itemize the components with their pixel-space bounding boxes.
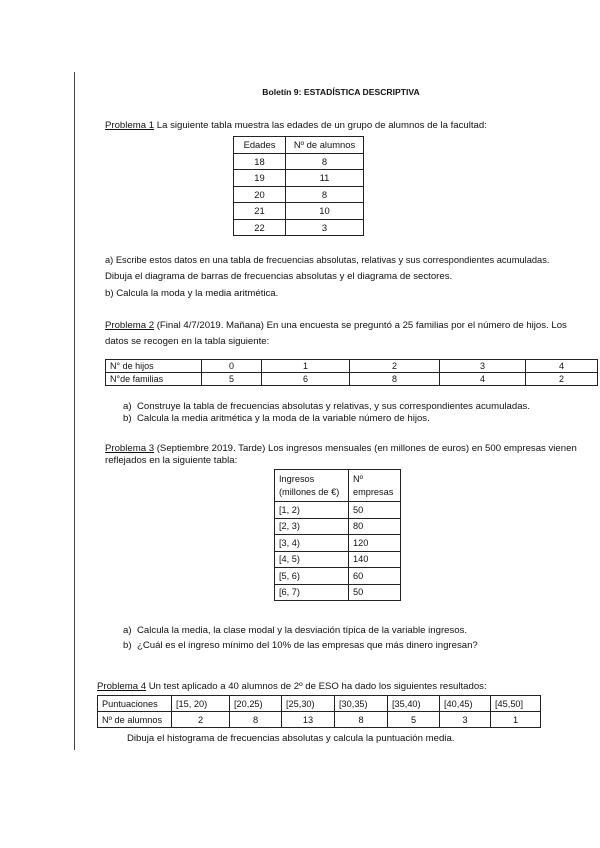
table-cell: 11 [286, 170, 364, 187]
page-title: Boletín 9: ESTADÍSTICA DESCRIPTIVA [262, 87, 420, 97]
table-cell: 5 [388, 712, 440, 728]
table-cell: 8 [286, 186, 364, 203]
margin-line [74, 72, 75, 750]
table-cell: [3, 4) [275, 535, 349, 552]
table-row [234, 219, 364, 236]
table-cell: Nº de alumnos [98, 712, 172, 728]
problem-1-question-b: b) Calcula la moda y la media aritmética. [105, 288, 279, 299]
problem-4-footer: Dibuja el histograma de frecuencias absolutas y calcula la puntuación media. [127, 733, 455, 744]
table-cell: 5 [202, 373, 262, 386]
problem-1-intro: Problema 1 La siguiente tabla muestra las edades de un grupo de alumnos de la facultad: [105, 120, 487, 131]
table-row [275, 502, 401, 519]
table-row [98, 696, 541, 712]
table-cell: N°de familias [106, 373, 202, 386]
table-cell: 3 [286, 219, 364, 236]
problem-3-intro-cont: reflejados en la siguiente tabla: [105, 455, 238, 466]
problem-4-label: Problema 4 [97, 681, 147, 692]
table-cell: 13 [282, 712, 335, 728]
table-header: Nº de alumnos [286, 137, 364, 154]
income-table [274, 469, 401, 601]
table-cell: 8 [335, 712, 388, 728]
problem-2-label: Problema 2 [105, 320, 155, 331]
table-header: Ingresos (millones de €) [275, 470, 349, 502]
table-cell: [15, 20) [172, 696, 230, 712]
table-cell: 50 [349, 502, 401, 519]
table-row [275, 584, 401, 601]
table-cell: [5, 6) [275, 568, 349, 585]
problem-1-question-a-cont: Dibuja el diagrama de barras de frecuencias absolutas y el diagrama de sectores. [105, 271, 453, 282]
problem-3-label: Problema 3 [105, 443, 155, 454]
table-row [275, 518, 401, 535]
table-row [234, 203, 364, 220]
table-cell: 2 [350, 360, 440, 373]
table-cell: [4, 5) [275, 551, 349, 568]
table-header: Nº empresas [349, 470, 401, 502]
table-row [98, 712, 541, 728]
table-cell: 1 [262, 360, 350, 373]
table-cell: 10 [286, 203, 364, 220]
table-cell: 8 [230, 712, 282, 728]
table-header-row [234, 137, 364, 154]
table-cell: 3 [440, 360, 526, 373]
table-cell: 0 [202, 360, 262, 373]
table-cell: [20,25) [230, 696, 282, 712]
problem-2-intro: Problema 2 (Final 4/7/2019. Mañana) En una encuesta se preguntó a 25 familias por el número de hijos. Los [105, 320, 567, 331]
problem-4-intro: Problema 4 Un test aplicado a 40 alumnos de 2º de ESO ha dado los siguientes resultados: [97, 681, 487, 692]
table-cell: 3 [440, 712, 491, 728]
table-row [234, 153, 364, 170]
table-cell: 4 [440, 373, 526, 386]
table-row [234, 170, 364, 187]
table-cell: 20 [234, 186, 286, 203]
table-cell: 19 [234, 170, 286, 187]
table-cell: [45,50] [491, 696, 541, 712]
table-cell: [1, 2) [275, 502, 349, 519]
table-cell: [40,45) [440, 696, 491, 712]
table-row [106, 360, 598, 373]
table-cell: 8 [286, 153, 364, 170]
problem-1-label: Problema 1 [105, 120, 155, 131]
table-header: Edades [234, 137, 286, 154]
table-cell: [25,30) [282, 696, 335, 712]
ages-table [233, 136, 364, 236]
table-cell: 80 [349, 518, 401, 535]
table-cell: 21 [234, 203, 286, 220]
table-cell: [30,35) [335, 696, 388, 712]
table-cell: 2 [526, 373, 598, 386]
scores-table [97, 695, 541, 728]
table-cell: [2, 3) [275, 518, 349, 535]
table-row [275, 568, 401, 585]
table-row [275, 535, 401, 552]
table-cell: 4 [526, 360, 598, 373]
table-cell: Puntuaciones [98, 696, 172, 712]
table-cell: 6 [262, 373, 350, 386]
table-cell: 60 [349, 568, 401, 585]
table-cell: [6, 7) [275, 584, 349, 601]
table-cell: 8 [350, 373, 440, 386]
table-cell: 1 [491, 712, 541, 728]
table-row [106, 373, 598, 386]
table-cell: 18 [234, 153, 286, 170]
table-cell: 22 [234, 219, 286, 236]
table-row [234, 186, 364, 203]
table-row [275, 551, 401, 568]
table-cell: 50 [349, 584, 401, 601]
table-cell: 140 [349, 551, 401, 568]
problem-2-intro-cont: datos se recogen en la tabla siguiente: [105, 336, 270, 347]
problem-3-intro: Problema 3 (Septiembre 2019. Tarde) Los ingresos mensuales (en millones de euros) en 500 empresas vienen [105, 443, 577, 454]
table-cell: 120 [349, 535, 401, 552]
table-cell: 2 [172, 712, 230, 728]
problem-1-question-a: a) Escribe estos datos en una tabla de frecuencias absolutas, relativas y sus correspondientes acumuladas. [105, 255, 550, 265]
table-cell: N° de hijos [106, 360, 202, 373]
table-header-row [275, 470, 401, 502]
children-table [105, 359, 598, 386]
table-cell: [35,40) [388, 696, 440, 712]
